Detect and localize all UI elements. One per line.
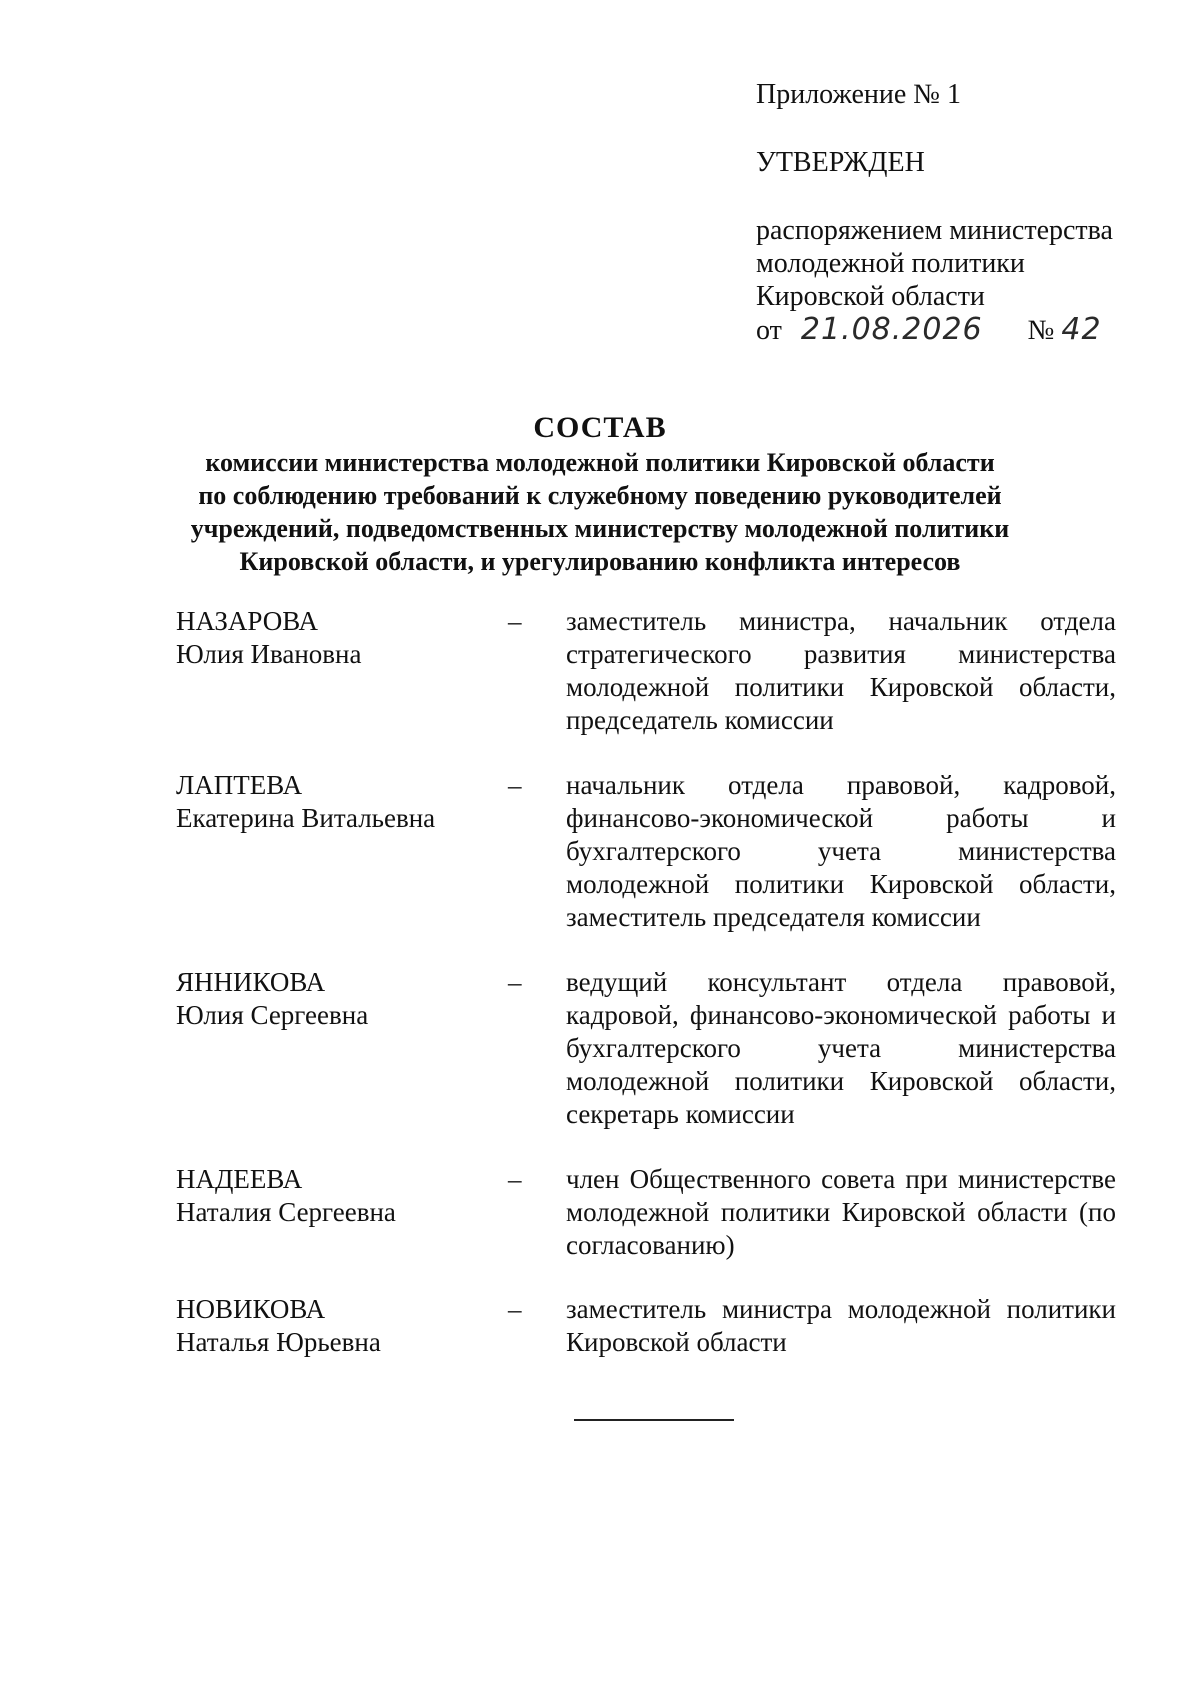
member-dash: – (508, 1164, 522, 1194)
order-date-line (756, 313, 1113, 347)
member-given-names: Екатерина Витальевна (176, 803, 436, 833)
member-given-names: Юлия Сергеевна (176, 1000, 369, 1030)
title-main: СОСТАВ (533, 411, 667, 444)
member-surname: НАЗАРОВА (176, 606, 319, 636)
handwritten-date: 21.08.2026 (800, 312, 983, 347)
member-dash: – (508, 1294, 522, 1324)
title-line-2: по соблюдению требований к служебному поведению руководителей (198, 481, 1002, 510)
end-rule-divider (574, 1419, 734, 1421)
member-role: член Общественного совета при министерстве молодежной политики Кировской области (по согласованию) (566, 1164, 1116, 1260)
document-title (160, 410, 1040, 578)
member-entry (176, 966, 1126, 1163)
member-dash: – (508, 770, 522, 800)
order-line-2: молодежной политики (756, 248, 1025, 279)
member-given-names: Наталия Сергеевна (176, 1197, 396, 1227)
member-name (176, 966, 496, 1032)
approved-label: УТВЕРЖДЕН (756, 147, 925, 178)
member-name (176, 1293, 496, 1359)
order-reference (756, 214, 1113, 347)
member-role: заместитель министра молодежной политики Кировской области (566, 1294, 1116, 1357)
member-dash: – (508, 606, 522, 636)
member-surname: НОВИКОВА (176, 1294, 326, 1324)
title-line-4: Кировской области, и урегулированию конфликта интересов (239, 547, 961, 576)
member-surname: ЛАПТЕВА (176, 770, 303, 800)
annex-label: Приложение № 1 (756, 79, 961, 110)
member-role: ведущий консультант отдела правовой, кадровой, финансово-экономической работы и бухгалтерского учета министерства молодежной политики Кировской области, секретарь комиссии (566, 967, 1116, 1129)
member-name (176, 605, 496, 671)
member-entry (176, 769, 1126, 966)
member-role: начальник отдела правовой, кадровой, финансово-экономической работы и бухгалтерского учета министерства молодежной политики Кировской области, заместитель председателя комиссии (566, 770, 1116, 932)
member-given-names: Наталья Юрьевна (176, 1327, 381, 1357)
order-line-3: Кировской области (756, 281, 985, 312)
date-prefix: от (756, 315, 782, 346)
member-surname: НАДЕЕВА (176, 1164, 303, 1194)
handwritten-number: 42 (1061, 312, 1102, 347)
member-entry (176, 1163, 1126, 1293)
member-entry (176, 1293, 1126, 1359)
member-name (176, 1163, 496, 1229)
order-line-1: распоряжением министерства (756, 215, 1113, 246)
member-entry (176, 605, 1126, 769)
number-prefix: № (1027, 315, 1055, 346)
member-dash: – (508, 967, 522, 997)
member-surname: ЯННИКОВА (176, 967, 326, 997)
title-line-3: учреждений, подведомственных министерству молодежной политики (190, 514, 1010, 543)
title-line-1: комиссии министерства молодежной политики Кировской области (205, 448, 995, 477)
title-subtitle (160, 446, 1040, 578)
member-given-names: Юлия Ивановна (176, 639, 362, 669)
members-list (176, 605, 1126, 1359)
member-name (176, 769, 496, 835)
member-role: заместитель министра, начальник отдела стратегического развития министерства молодежной политики Кировской области, председатель комиссии (566, 606, 1116, 735)
